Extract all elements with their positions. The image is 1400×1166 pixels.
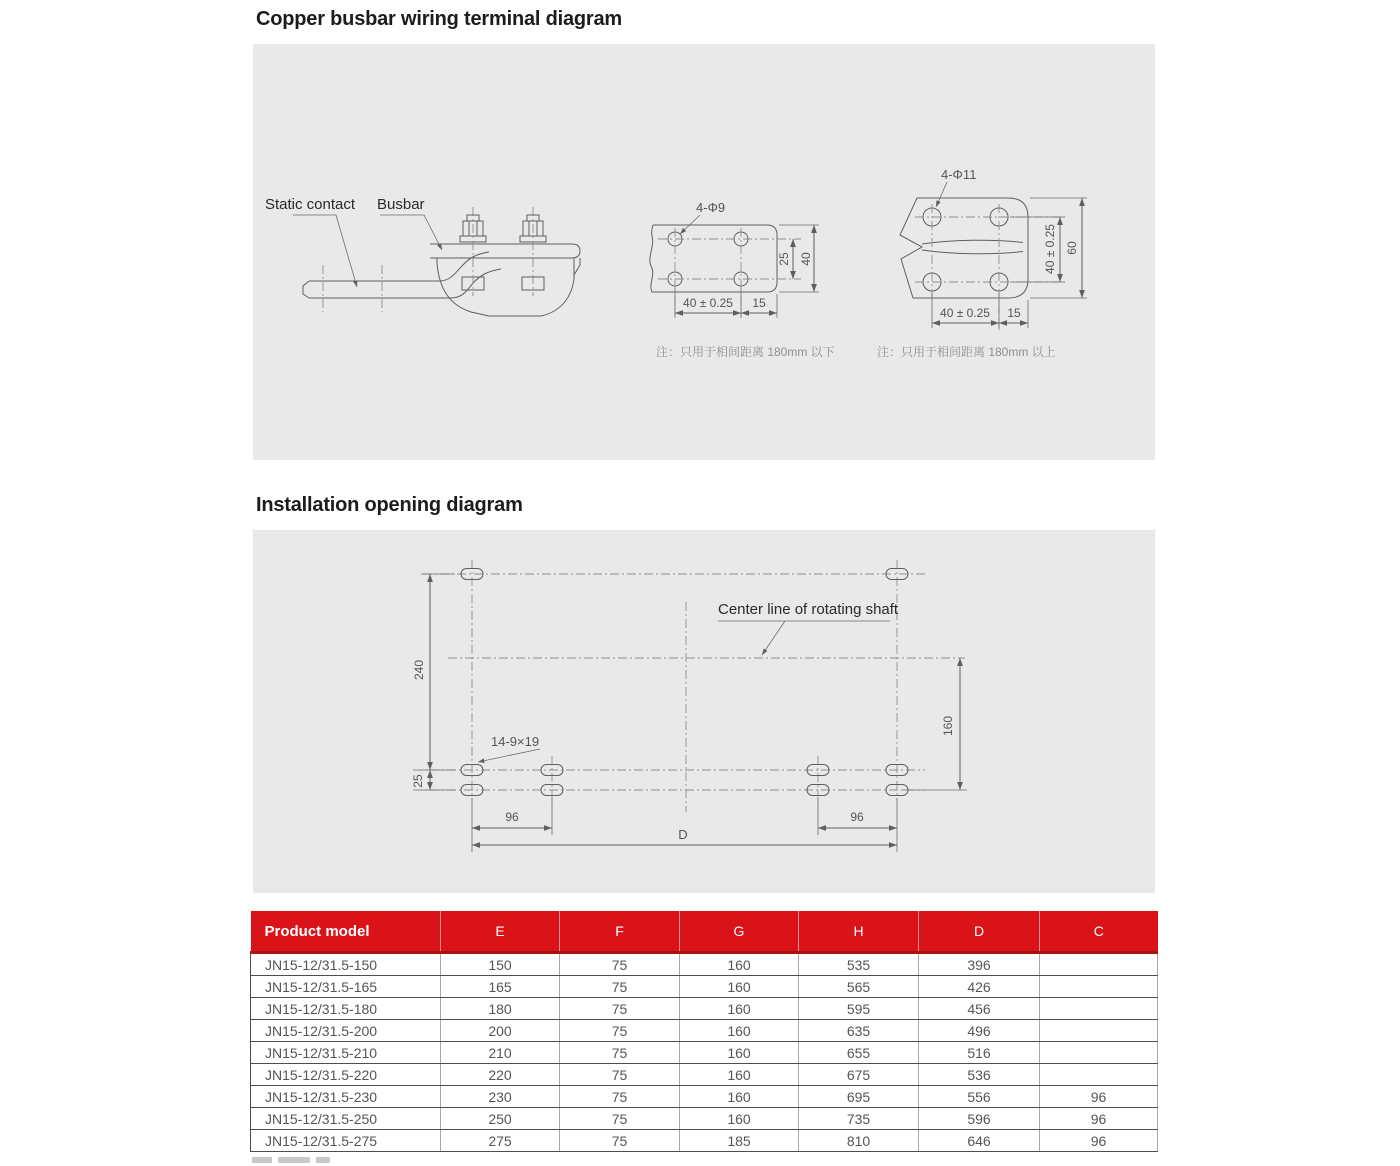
slot-size-label: 14-9×19 — [491, 734, 540, 749]
header-product-model: Product model — [251, 911, 441, 953]
table-row — [251, 1086, 1158, 1108]
value-cell: 165 — [441, 976, 560, 998]
value-cell: 160 — [680, 1064, 799, 1086]
model-cell: JN15-12/31.5-200 — [251, 1020, 441, 1042]
dim-25: 25 — [777, 252, 791, 266]
value-cell: 596 — [919, 1108, 1040, 1130]
value-cell: 75 — [560, 998, 680, 1020]
side-view-drawing — [265, 196, 580, 316]
model-cell: JN15-12/31.5-150 — [251, 953, 441, 976]
dim-D: D — [678, 827, 688, 842]
value-cell: 426 — [919, 976, 1040, 998]
value-cell: 75 — [560, 1086, 680, 1108]
spec-table-body — [251, 953, 1158, 1152]
value-cell — [1040, 998, 1158, 1020]
value-cell: 75 — [560, 1064, 680, 1086]
value-cell: 150 — [441, 953, 560, 976]
value-cell: 565 — [799, 976, 919, 998]
value-cell: 75 — [560, 1020, 680, 1042]
value-cell: 75 — [560, 1042, 680, 1064]
value-cell: 160 — [680, 998, 799, 1020]
value-cell: 220 — [441, 1064, 560, 1086]
plate-phi9-drawing — [650, 200, 835, 359]
phi9-hole-label: 4-Φ9 — [696, 200, 726, 215]
value-cell — [1040, 976, 1158, 998]
value-cell: 230 — [441, 1086, 560, 1108]
dim-160: 160 — [941, 715, 955, 737]
header-E: E — [441, 911, 560, 953]
cropped-text-fragment — [252, 1157, 362, 1166]
value-cell: 250 — [441, 1108, 560, 1130]
value-cell: 810 — [799, 1130, 919, 1152]
table-row — [251, 1020, 1158, 1042]
value-cell: 75 — [560, 1130, 680, 1152]
value-cell: 180 — [441, 998, 560, 1020]
model-cell: JN15-12/31.5-180 — [251, 998, 441, 1020]
installation-diagram-drawing — [253, 530, 1155, 893]
plate-phi11-drawing — [877, 167, 1087, 359]
bolt-left — [460, 207, 486, 296]
note-below-180mm: 注：只用于相间距离 180mm 以下 — [656, 345, 835, 359]
section-title-installation-diagram: Installation opening diagram — [256, 494, 523, 516]
value-cell: 160 — [680, 1020, 799, 1042]
model-cell: JN15-12/31.5-165 — [251, 976, 441, 998]
table-row — [251, 976, 1158, 998]
slot-leader-line — [478, 749, 540, 762]
value-cell: 535 — [799, 953, 919, 976]
value-cell: 735 — [799, 1108, 919, 1130]
value-cell: 160 — [680, 976, 799, 998]
dim-40-025-vertical: 40 ± 0.25 — [1043, 224, 1057, 274]
dim-60: 60 — [1065, 241, 1079, 255]
dim-15-right: 15 — [1007, 306, 1021, 320]
terminal-diagram-drawing — [253, 44, 1155, 460]
header-H: H — [799, 911, 919, 953]
model-cell: JN15-12/31.5-250 — [251, 1108, 441, 1130]
value-cell: 595 — [799, 998, 919, 1020]
busbar-label: Busbar — [377, 196, 425, 213]
value-cell: 200 — [441, 1020, 560, 1042]
value-cell — [1040, 1042, 1158, 1064]
table-row — [251, 1042, 1158, 1064]
dim-40: 40 — [799, 252, 813, 266]
terminal-diagram-panel — [253, 44, 1155, 460]
header-F: F — [560, 911, 680, 953]
value-cell: 655 — [799, 1042, 919, 1064]
value-cell — [1040, 953, 1158, 976]
value-cell: 536 — [919, 1064, 1040, 1086]
value-cell — [1040, 1020, 1158, 1042]
table-row — [251, 998, 1158, 1020]
value-cell: 160 — [680, 1086, 799, 1108]
value-cell — [1040, 1064, 1158, 1086]
dim-240: 240 — [412, 659, 426, 681]
dim-40-025: 40 ± 0.25 — [683, 296, 733, 310]
value-cell: 160 — [680, 1108, 799, 1130]
value-cell: 185 — [680, 1130, 799, 1152]
value-cell: 516 — [919, 1042, 1040, 1064]
static-contact-label: Static contact — [265, 196, 356, 213]
installation-diagram-panel — [253, 530, 1155, 893]
section-title-terminal-diagram: Copper busbar wiring terminal diagram — [256, 8, 622, 30]
product-dimensions-table — [250, 911, 1158, 1152]
header-G: G — [680, 911, 799, 953]
bolt-right — [520, 207, 546, 296]
table-row — [251, 953, 1158, 976]
value-cell: 695 — [799, 1086, 919, 1108]
model-cell: JN15-12/31.5-220 — [251, 1064, 441, 1086]
value-cell: 96 — [1040, 1108, 1158, 1130]
dim-25-offset: 25 — [411, 774, 425, 788]
value-cell: 646 — [919, 1130, 1040, 1152]
model-cell: JN15-12/31.5-230 — [251, 1086, 441, 1108]
value-cell: 275 — [441, 1130, 560, 1152]
value-cell: 75 — [560, 1108, 680, 1130]
busbar-leader-line — [380, 215, 442, 250]
center-line-label: Center line of rotating shaft — [718, 601, 899, 618]
table-row — [251, 1130, 1158, 1152]
value-cell: 396 — [919, 953, 1040, 976]
value-cell: 210 — [441, 1042, 560, 1064]
table-header-row — [251, 911, 1158, 953]
dim-15: 15 — [752, 296, 766, 310]
value-cell: 160 — [680, 1042, 799, 1064]
value-cell: 556 — [919, 1086, 1040, 1108]
value-cell: 96 — [1040, 1086, 1158, 1108]
value-cell: 456 — [919, 998, 1040, 1020]
value-cell: 75 — [560, 976, 680, 998]
value-cell: 75 — [560, 953, 680, 976]
value-cell: 496 — [919, 1020, 1040, 1042]
model-cell: JN15-12/31.5-275 — [251, 1130, 441, 1152]
header-D: D — [919, 911, 1040, 953]
value-cell: 675 — [799, 1064, 919, 1086]
table-row — [251, 1108, 1158, 1130]
dim-40-025-bottom: 40 ± 0.25 — [940, 306, 990, 320]
dim-96-left: 96 — [505, 810, 519, 824]
phi11-hole-label: 4-Φ11 — [941, 167, 977, 182]
table-row — [251, 1064, 1158, 1086]
value-cell: 635 — [799, 1020, 919, 1042]
header-C: C — [1040, 911, 1158, 953]
note-above-180mm: 注：只用于相间距离 180mm 以上 — [877, 345, 1056, 359]
value-cell: 96 — [1040, 1130, 1158, 1152]
value-cell: 160 — [680, 953, 799, 976]
static-contact-leader-line — [293, 215, 357, 287]
center-line-leader-arrow — [762, 621, 785, 655]
model-cell: JN15-12/31.5-210 — [251, 1042, 441, 1064]
dim-96-right: 96 — [850, 810, 864, 824]
